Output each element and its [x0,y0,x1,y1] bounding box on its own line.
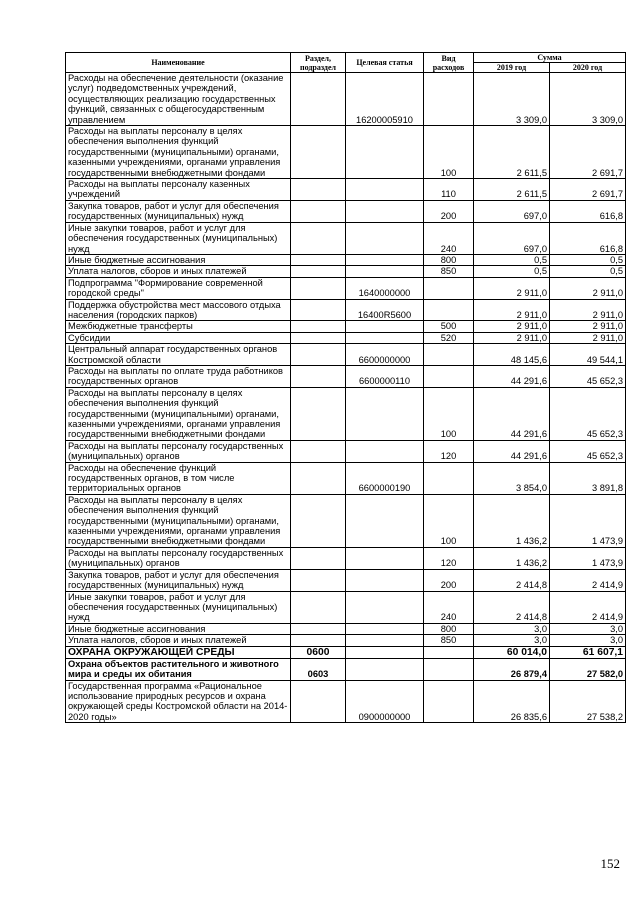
table-row [66,365,626,387]
cell-sum-2019: 44 291,6 [474,387,550,440]
cell-target-item: 1640000000 [346,277,424,299]
cell-section [291,387,346,440]
cell-name: Уплата налогов, сборов и иных платежей [66,635,291,646]
cell-sum-2019: 3 309,0 [474,73,550,126]
table-row [66,179,626,201]
cell-sum-2019: 1 436,2 [474,494,550,547]
table-row [66,254,626,265]
cell-target-item [346,646,424,658]
cell-target-item [346,623,424,634]
cell-section [291,200,346,222]
cell-sum-2019: 2 911,0 [474,277,550,299]
cell-target-item [346,200,424,222]
cell-expense-kind: 520 [424,332,474,343]
table-row [66,266,626,277]
cell-target-item: 6600000000 [346,344,424,366]
cell-name: Закупка товаров, работ и услуг для обеспечения государственных (муниципальных) нужд [66,569,291,591]
cell-name: Охрана объектов растительного и животного мира и среды их обитания [66,658,291,680]
cell-section [291,494,346,547]
header-year-2019: 2019 год [474,63,550,73]
cell-sum-2020: 61 607,1 [550,646,626,658]
cell-sum-2020: 27 538,2 [550,680,626,723]
cell-expense-kind [424,680,474,723]
cell-sum-2019: 44 291,6 [474,365,550,387]
cell-sum-2019: 1 436,2 [474,547,550,569]
cell-target-item [346,126,424,179]
cell-section [291,321,346,332]
cell-section [291,547,346,569]
cell-section [291,623,346,634]
table-row [66,200,626,222]
cell-name: Расходы на выплаты персоналу в целях обеспечения выполнения функций государственными (муниципальными) органами, казенными учреждениями, органами управления государственными внебюджетными фондами [66,387,291,440]
cell-section [291,277,346,299]
cell-name: Закупка товаров, работ и услуг для обеспечения государственных (муниципальных) нужд [66,200,291,222]
cell-sum-2020: 45 652,3 [550,365,626,387]
table-row [66,635,626,646]
cell-sum-2020: 1 473,9 [550,494,626,547]
header-section: Раздел, подраздел [291,53,346,73]
cell-expense-kind: 500 [424,321,474,332]
table-row [66,332,626,343]
cell-sum-2020: 45 652,3 [550,440,626,462]
cell-sum-2019: 2 414,8 [474,591,550,623]
cell-expense-kind [424,646,474,658]
cell-expense-kind: 800 [424,623,474,634]
cell-section [291,462,346,494]
cell-sum-2020: 3 891,8 [550,462,626,494]
cell-target-item: 6600000190 [346,462,424,494]
table-row [66,462,626,494]
cell-sum-2019: 60 014,0 [474,646,550,658]
cell-sum-2019: 26 879,4 [474,658,550,680]
cell-sum-2020: 27 582,0 [550,658,626,680]
table-row [66,547,626,569]
cell-expense-kind: 200 [424,200,474,222]
cell-expense-kind: 110 [424,179,474,201]
cell-expense-kind: 240 [424,222,474,254]
cell-name: Центральный аппарат государственных органов Костромской области [66,344,291,366]
cell-target-item [346,547,424,569]
cell-sum-2019: 697,0 [474,200,550,222]
cell-section [291,254,346,265]
header-sum: Сумма [474,53,626,63]
cell-section [291,591,346,623]
table-body [66,73,626,723]
cell-name: Государственная программа «Рациональное использование природных ресурсов и охрана окружающей среды Костромской области на 2014-2020 годы» [66,680,291,723]
table-row [66,387,626,440]
cell-expense-kind: 800 [424,254,474,265]
cell-name: Расходы на выплаты по оплате труда работников государственных органов [66,365,291,387]
cell-target-item [346,591,424,623]
cell-target-item [346,222,424,254]
cell-sum-2019: 44 291,6 [474,440,550,462]
cell-expense-kind [424,73,474,126]
cell-name: Расходы на обеспечение деятельности (оказание услуг) подведомственных учреждений, осуществляющих реализацию государственных функций, связанных с общегосударственным управлением [66,73,291,126]
cell-expense-kind: 850 [424,635,474,646]
table-row [66,680,626,723]
table-row [66,344,626,366]
header-year-2020: 2020 год [550,63,626,73]
cell-target-item [346,658,424,680]
cell-section [291,440,346,462]
cell-name: Подпрограмма "Формирование современной городской среды" [66,277,291,299]
table-row [66,569,626,591]
cell-sum-2019: 2 611,5 [474,179,550,201]
cell-sum-2020: 616,8 [550,200,626,222]
table-row [66,126,626,179]
cell-sum-2019: 697,0 [474,222,550,254]
cell-expense-kind [424,277,474,299]
page-number: 152 [600,856,620,871]
cell-target-item [346,569,424,591]
table-row [66,299,626,321]
cell-section [291,266,346,277]
cell-sum-2020: 3,0 [550,623,626,634]
cell-sum-2019: 2 911,0 [474,299,550,321]
cell-section [291,680,346,723]
cell-sum-2019: 3,0 [474,623,550,634]
cell-name: Иные бюджетные ассигнования [66,623,291,634]
cell-sum-2020: 2 691,7 [550,179,626,201]
table-row [66,440,626,462]
cell-section [291,635,346,646]
cell-target-item [346,266,424,277]
cell-sum-2019: 3 854,0 [474,462,550,494]
cell-expense-kind: 120 [424,440,474,462]
cell-expense-kind: 200 [424,569,474,591]
cell-sum-2019: 0,5 [474,254,550,265]
cell-sum-2019: 2 911,0 [474,332,550,343]
cell-name: Иные закупки товаров, работ и услуг для обеспечения государственных (муниципальных) нужд [66,222,291,254]
cell-name: Межбюджетные трансферты [66,321,291,332]
cell-sum-2020: 2 911,0 [550,277,626,299]
header-name: Наименование [66,53,291,73]
cell-sum-2020: 0,5 [550,266,626,277]
cell-section [291,344,346,366]
cell-name: Расходы на выплаты персоналу в целях обеспечения выполнения функций государственными (муниципальными) органами, казенными учреждениями, органами управления государственными внебюджетными фондами [66,494,291,547]
cell-sum-2020: 616,8 [550,222,626,254]
cell-target-item: 16400R5600 [346,299,424,321]
cell-section [291,179,346,201]
cell-expense-kind: 850 [424,266,474,277]
header-expense-kind: Вид расходов [424,53,474,73]
cell-section [291,73,346,126]
table-row [66,623,626,634]
cell-expense-kind: 100 [424,126,474,179]
cell-sum-2020: 2 414,9 [550,569,626,591]
cell-sum-2020: 2 911,0 [550,299,626,321]
cell-section: 0600 [291,646,346,658]
cell-expense-kind: 100 [424,494,474,547]
cell-name: Расходы на выплаты персоналу государственных (муниципальных) органов [66,547,291,569]
cell-target-item [346,494,424,547]
cell-name: Расходы на выплаты персоналу казенных учреждений [66,179,291,201]
cell-expense-kind: 120 [424,547,474,569]
cell-sum-2019: 2 611,5 [474,126,550,179]
cell-name: Расходы на выплаты персоналу в целях обеспечения выполнения функций государственными (муниципальными) органами, казенными учреждениями, органами управления государственными внебюджетными фондами [66,126,291,179]
cell-sum-2020: 2 414,9 [550,591,626,623]
cell-section [291,222,346,254]
header-target-item: Целевая статья [346,53,424,73]
budget-table [65,52,626,723]
cell-sum-2020: 2 911,0 [550,321,626,332]
cell-expense-kind [424,299,474,321]
cell-name: Иные закупки товаров, работ и услуг для обеспечения государственных (муниципальных) нужд [66,591,291,623]
table-header [66,53,626,73]
cell-sum-2020: 2 691,7 [550,126,626,179]
cell-sum-2020: 2 911,0 [550,332,626,343]
cell-section [291,299,346,321]
cell-sum-2019: 2 414,8 [474,569,550,591]
table-row [66,277,626,299]
cell-target-item [346,332,424,343]
cell-target-item [346,635,424,646]
cell-section [291,569,346,591]
cell-sum-2019: 2 911,0 [474,321,550,332]
cell-section [291,332,346,343]
table-row [66,658,626,680]
cell-name: Расходы на обеспечение функций государственных органов, в том числе территориальных органов [66,462,291,494]
cell-target-item [346,179,424,201]
cell-target-item [346,387,424,440]
cell-sum-2020: 3 309,0 [550,73,626,126]
cell-expense-kind [424,365,474,387]
cell-sum-2020: 45 652,3 [550,387,626,440]
cell-target-item [346,254,424,265]
cell-target-item [346,321,424,332]
cell-name: Субсидии [66,332,291,343]
cell-section: 0603 [291,658,346,680]
cell-target-item: 0900000000 [346,680,424,723]
cell-sum-2020: 1 473,9 [550,547,626,569]
table-row [66,321,626,332]
cell-sum-2019: 0,5 [474,266,550,277]
cell-expense-kind: 100 [424,387,474,440]
table-row [66,494,626,547]
cell-sum-2020: 0,5 [550,254,626,265]
cell-target-item: 16200005910 [346,73,424,126]
cell-expense-kind [424,462,474,494]
cell-name: ОХРАНА ОКРУЖАЮЩЕЙ СРЕДЫ [66,646,291,658]
cell-name: Расходы на выплаты персоналу государственных (муниципальных) органов [66,440,291,462]
cell-sum-2019: 3,0 [474,635,550,646]
cell-expense-kind [424,658,474,680]
cell-sum-2019: 48 145,6 [474,344,550,366]
cell-target-item: 6600000110 [346,365,424,387]
cell-name: Иные бюджетные ассигнования [66,254,291,265]
cell-target-item [346,440,424,462]
cell-section [291,365,346,387]
cell-sum-2020: 3,0 [550,635,626,646]
cell-name: Уплата налогов, сборов и иных платежей [66,266,291,277]
table-row [66,222,626,254]
table-row [66,646,626,658]
cell-expense-kind [424,344,474,366]
cell-expense-kind: 240 [424,591,474,623]
table-row [66,591,626,623]
cell-section [291,126,346,179]
cell-sum-2019: 26 835,6 [474,680,550,723]
table-row [66,73,626,126]
cell-name: Поддержка обустройства мест массового отдыха населения (городских парков) [66,299,291,321]
cell-sum-2020: 49 544,1 [550,344,626,366]
